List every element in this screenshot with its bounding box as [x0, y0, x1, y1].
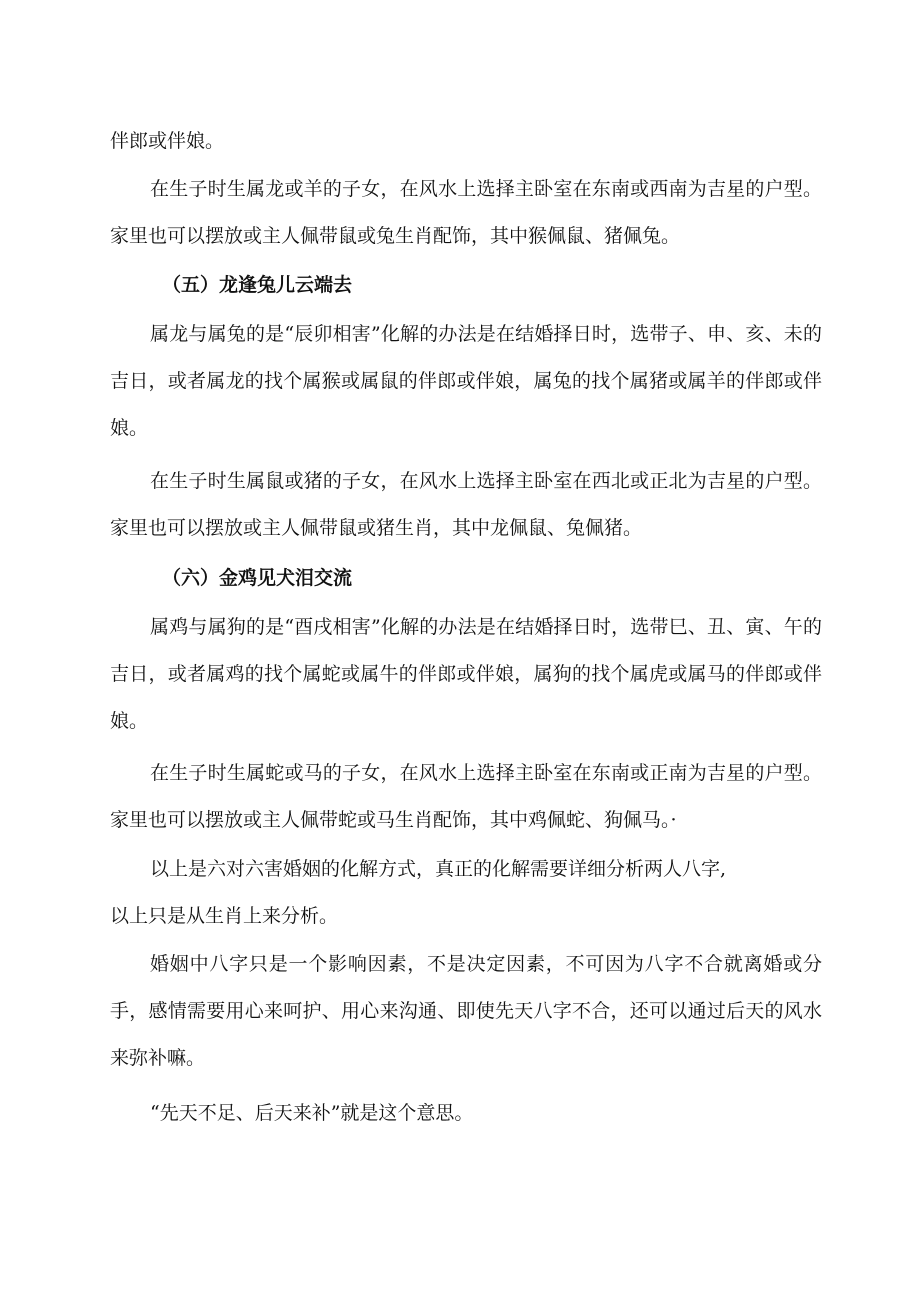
paragraph: “先天不足、后天来补”就是这个意思。: [150, 1102, 474, 1124]
section-heading-5: （五）龙逢兔儿云端去: [162, 274, 353, 296]
paragraph: 在生子时生属龙或羊的子女，在风水上选择主卧室在东南或西南为吉星的户型。家里也可以摆放或主人佩带鼠或兔生肖配饰，其中猴佩鼠、猪佩兔。: [110, 178, 822, 247]
paragraph-line: 以上只是从生肖上来分析。: [110, 905, 339, 927]
paragraph: 属鸡与属狗的是“酉戌相害”化解的办法是在结婚择日时，选带巳、丑、寅、午的吉日，或者属鸡的找个属蛇或属牛的伴郎或伴娘，属狗的找个属虎或属马的伴郎或伴娘。: [110, 616, 822, 732]
paragraph-continuation: 伴郎或伴娘。: [110, 130, 225, 152]
paragraph-line: 以上是六对六害婚姻的化解方式，真正的化解需要详细分析两人八字,: [150, 858, 727, 880]
section-heading-6: （六）金鸡见犬泪交流: [162, 567, 353, 589]
paragraph: 婚姻中八字只是一个影响因素，不是决定因素，不可因为八字不合就离婚或分手，感情需要用心来呵护、用心来沟通、即使先天八字不合，还可以通过后天的风水来弥补嘛。: [110, 953, 822, 1069]
paragraph: 属龙与属兔的是“辰卯相害”化解的办法是在结婚择日时，选带子、申、亥、未的吉日，或者属龙的找个属猴或属鼠的伴郎或伴娘，属兔的找个属猪或属羊的伴郎或伴娘。: [110, 323, 822, 439]
paragraph: 在生子时生属鼠或猪的子女，在风水上选择主卧室在西北或正北为吉星的户型。家里也可以摆放或主人佩带鼠或猪生肖，其中龙佩鼠、兔佩猪。: [110, 470, 822, 539]
paragraph: 在生子时生属蛇或马的子女，在风水上选择主卧室在东南或正南为吉星的户型。家里也可以摆放或主人佩带蛇或马生肖配饰，其中鸡佩蛇、狗佩马。·: [110, 762, 822, 831]
